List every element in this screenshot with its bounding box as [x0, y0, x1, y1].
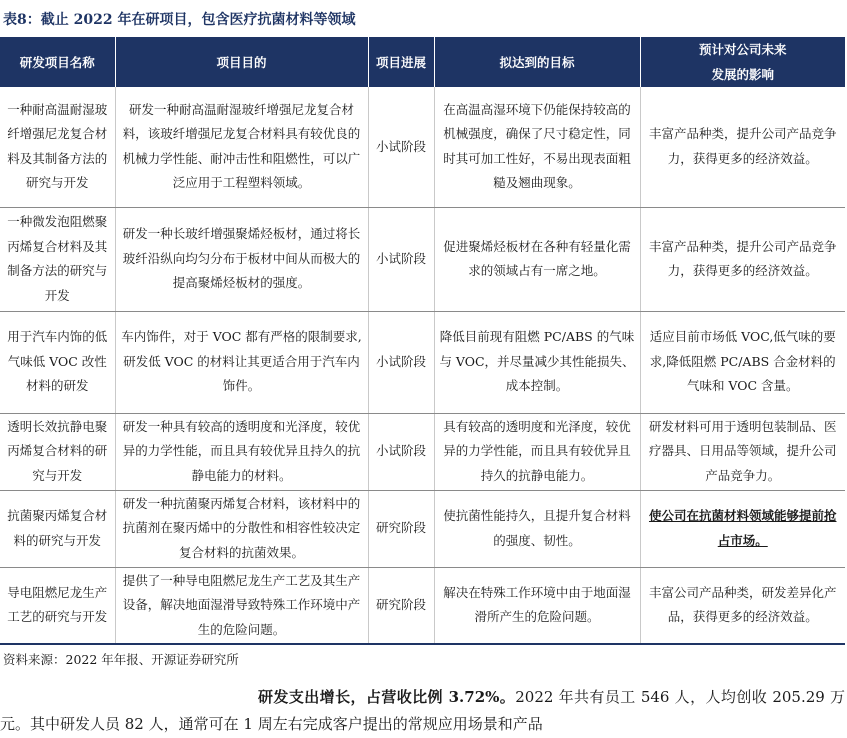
- cell-expected-impact: 丰富产品种类，提升公司产品竞争力，获得更多的经济效益。: [640, 207, 845, 311]
- cell-project-purpose: 研发一种抗菌聚丙烯复合材料，该材料中的抗菌剂在聚丙烯中的分散性和相容性较决定复合材料的抗菌效果。: [115, 490, 368, 567]
- source-note: 资料来源：2022 年年报、开源证券研究所: [3, 652, 239, 667]
- cell-project-name: 透明长效抗静电聚丙烯复合材料的研究与开发: [0, 413, 115, 490]
- table-title: 表8：截止 2022 年在研项目，包含医疗抗菌材料等领域: [3, 12, 356, 28]
- header-expected-impact: [640, 37, 845, 87]
- header-project-progress: 项目进展: [368, 37, 434, 87]
- table-row: [0, 567, 845, 644]
- cell-target-goal: 具有较高的透明度和光泽度，较优异的力学性能，而且具有较优异且持久的抗静电能力。: [434, 413, 640, 490]
- header-target-goal: 拟达到的目标: [434, 37, 640, 87]
- cell-target-goal: 降低目前现有阻燃 PC/ABS 的气味与 VOC，并尽量减少其性能损失、成本控制。: [434, 311, 640, 413]
- cell-project-name: 一种微发泡阻燃聚丙烯复合材料及其制备方法的研究与开发: [0, 207, 115, 311]
- cell-expected-impact: 使公司在抗菌材料领域能够提前抢占市场。: [640, 490, 845, 567]
- header-project-name: 研发项目名称: [0, 37, 115, 87]
- cell-expected-impact: 适应目前市场低 VOC,低气味的要求,降低阻燃 PC/ABS 合金材料的气味和 VOC 含量。: [640, 311, 845, 413]
- table-row: [0, 490, 845, 567]
- cell-project-progress: 小试阶段: [368, 87, 434, 207]
- cell-project-name: 用于汽车内饰的低气味低 VOC 改性材料的研发: [0, 311, 115, 413]
- header-impact-line1: 预计对公司未来: [698, 42, 787, 57]
- cell-project-progress: 研究阶段: [368, 490, 434, 567]
- cell-project-name: 抗菌聚丙烯复合材料的研究与开发: [0, 490, 115, 567]
- cell-expected-impact: 丰富公司产品种类，研发差异化产品，获得更多的经济效益。: [640, 567, 845, 644]
- rd-projects-table: [0, 37, 845, 645]
- cell-project-progress: 小试阶段: [368, 207, 434, 311]
- paragraph-text: 2022 年共有员工 546 人，人均创收 205.29 万元。其中研发人员 82 人，通常可在 1 周左右完成客户提出的常规应用场景和产品: [0, 688, 845, 733]
- cell-target-goal: 促进聚烯烃板材在各种有轻量化需求的领域占有一席之地。: [434, 207, 640, 311]
- cell-project-name: 一种耐高温耐湿玻纤增强尼龙复合材料及其制备方法的研究与开发: [0, 87, 115, 207]
- table-header-row: [0, 37, 845, 87]
- cell-target-goal: 在高温高湿环境下仍能保持较高的机械强度，确保了尺寸稳定性，同时其可加工性好，不易出现表面粗糙及翘曲现象。: [434, 87, 640, 207]
- cell-project-progress: 小试阶段: [368, 311, 434, 413]
- table-row: [0, 311, 845, 413]
- paragraph-lead: 研发支出增长，占营收比例 3.72%。: [258, 688, 516, 706]
- cell-project-purpose: 研发一种具有较高的透明度和光泽度，较优异的力学性能，而且具有较优异且持久的抗静电能力的材料。: [115, 413, 368, 490]
- cell-expected-impact: 研发材料可用于透明包装制品、医疗器具、日用品等领域，提升公司产品竞争力。: [640, 413, 845, 490]
- cell-project-purpose: 车内饰件，对于 VOC 都有严格的限制要求,研发低 VOC 的材料让其更适合用于汽车内饰件。: [115, 311, 368, 413]
- cell-project-purpose: 研发一种耐高温耐湿玻纤增强尼龙复合材料，该玻纤增强尼龙复合材料具有较优良的机械力学性能、耐冲击性和阻燃性，可以广泛应用于工程塑料领域。: [115, 87, 368, 207]
- cell-target-goal: 解决在特殊工作环境中由于地面湿滑所产生的危险问题。: [434, 567, 640, 644]
- cell-project-progress: 小试阶段: [368, 413, 434, 490]
- cell-project-name: 导电阻燃尼龙生产工艺的研究与开发: [0, 567, 115, 644]
- table-row: [0, 87, 845, 207]
- table-row: [0, 207, 845, 311]
- cell-project-purpose: 提供了一种导电阻燃尼龙生产工艺及其生产设备，解决地面湿滑导致特殊工作环境中产生的危险问题。: [115, 567, 368, 644]
- cell-project-purpose: 研发一种长玻纤增强聚烯烃板材，通过将长玻纤沿纵向均匀分布于板材中间从而极大的提高聚烯烃板材的强度。: [115, 207, 368, 311]
- body-paragraph: [0, 684, 845, 738]
- header-project-purpose: 项目目的: [115, 37, 368, 87]
- header-impact-line2: 发展的影响: [711, 67, 774, 82]
- cell-expected-impact: 丰富产品种类，提升公司产品竞争力，获得更多的经济效益。: [640, 87, 845, 207]
- cell-target-goal: 使抗菌性能持久，且提升复合材料的强度、韧性。: [434, 490, 640, 567]
- cell-project-progress: 研究阶段: [368, 567, 434, 644]
- table-row: [0, 413, 845, 490]
